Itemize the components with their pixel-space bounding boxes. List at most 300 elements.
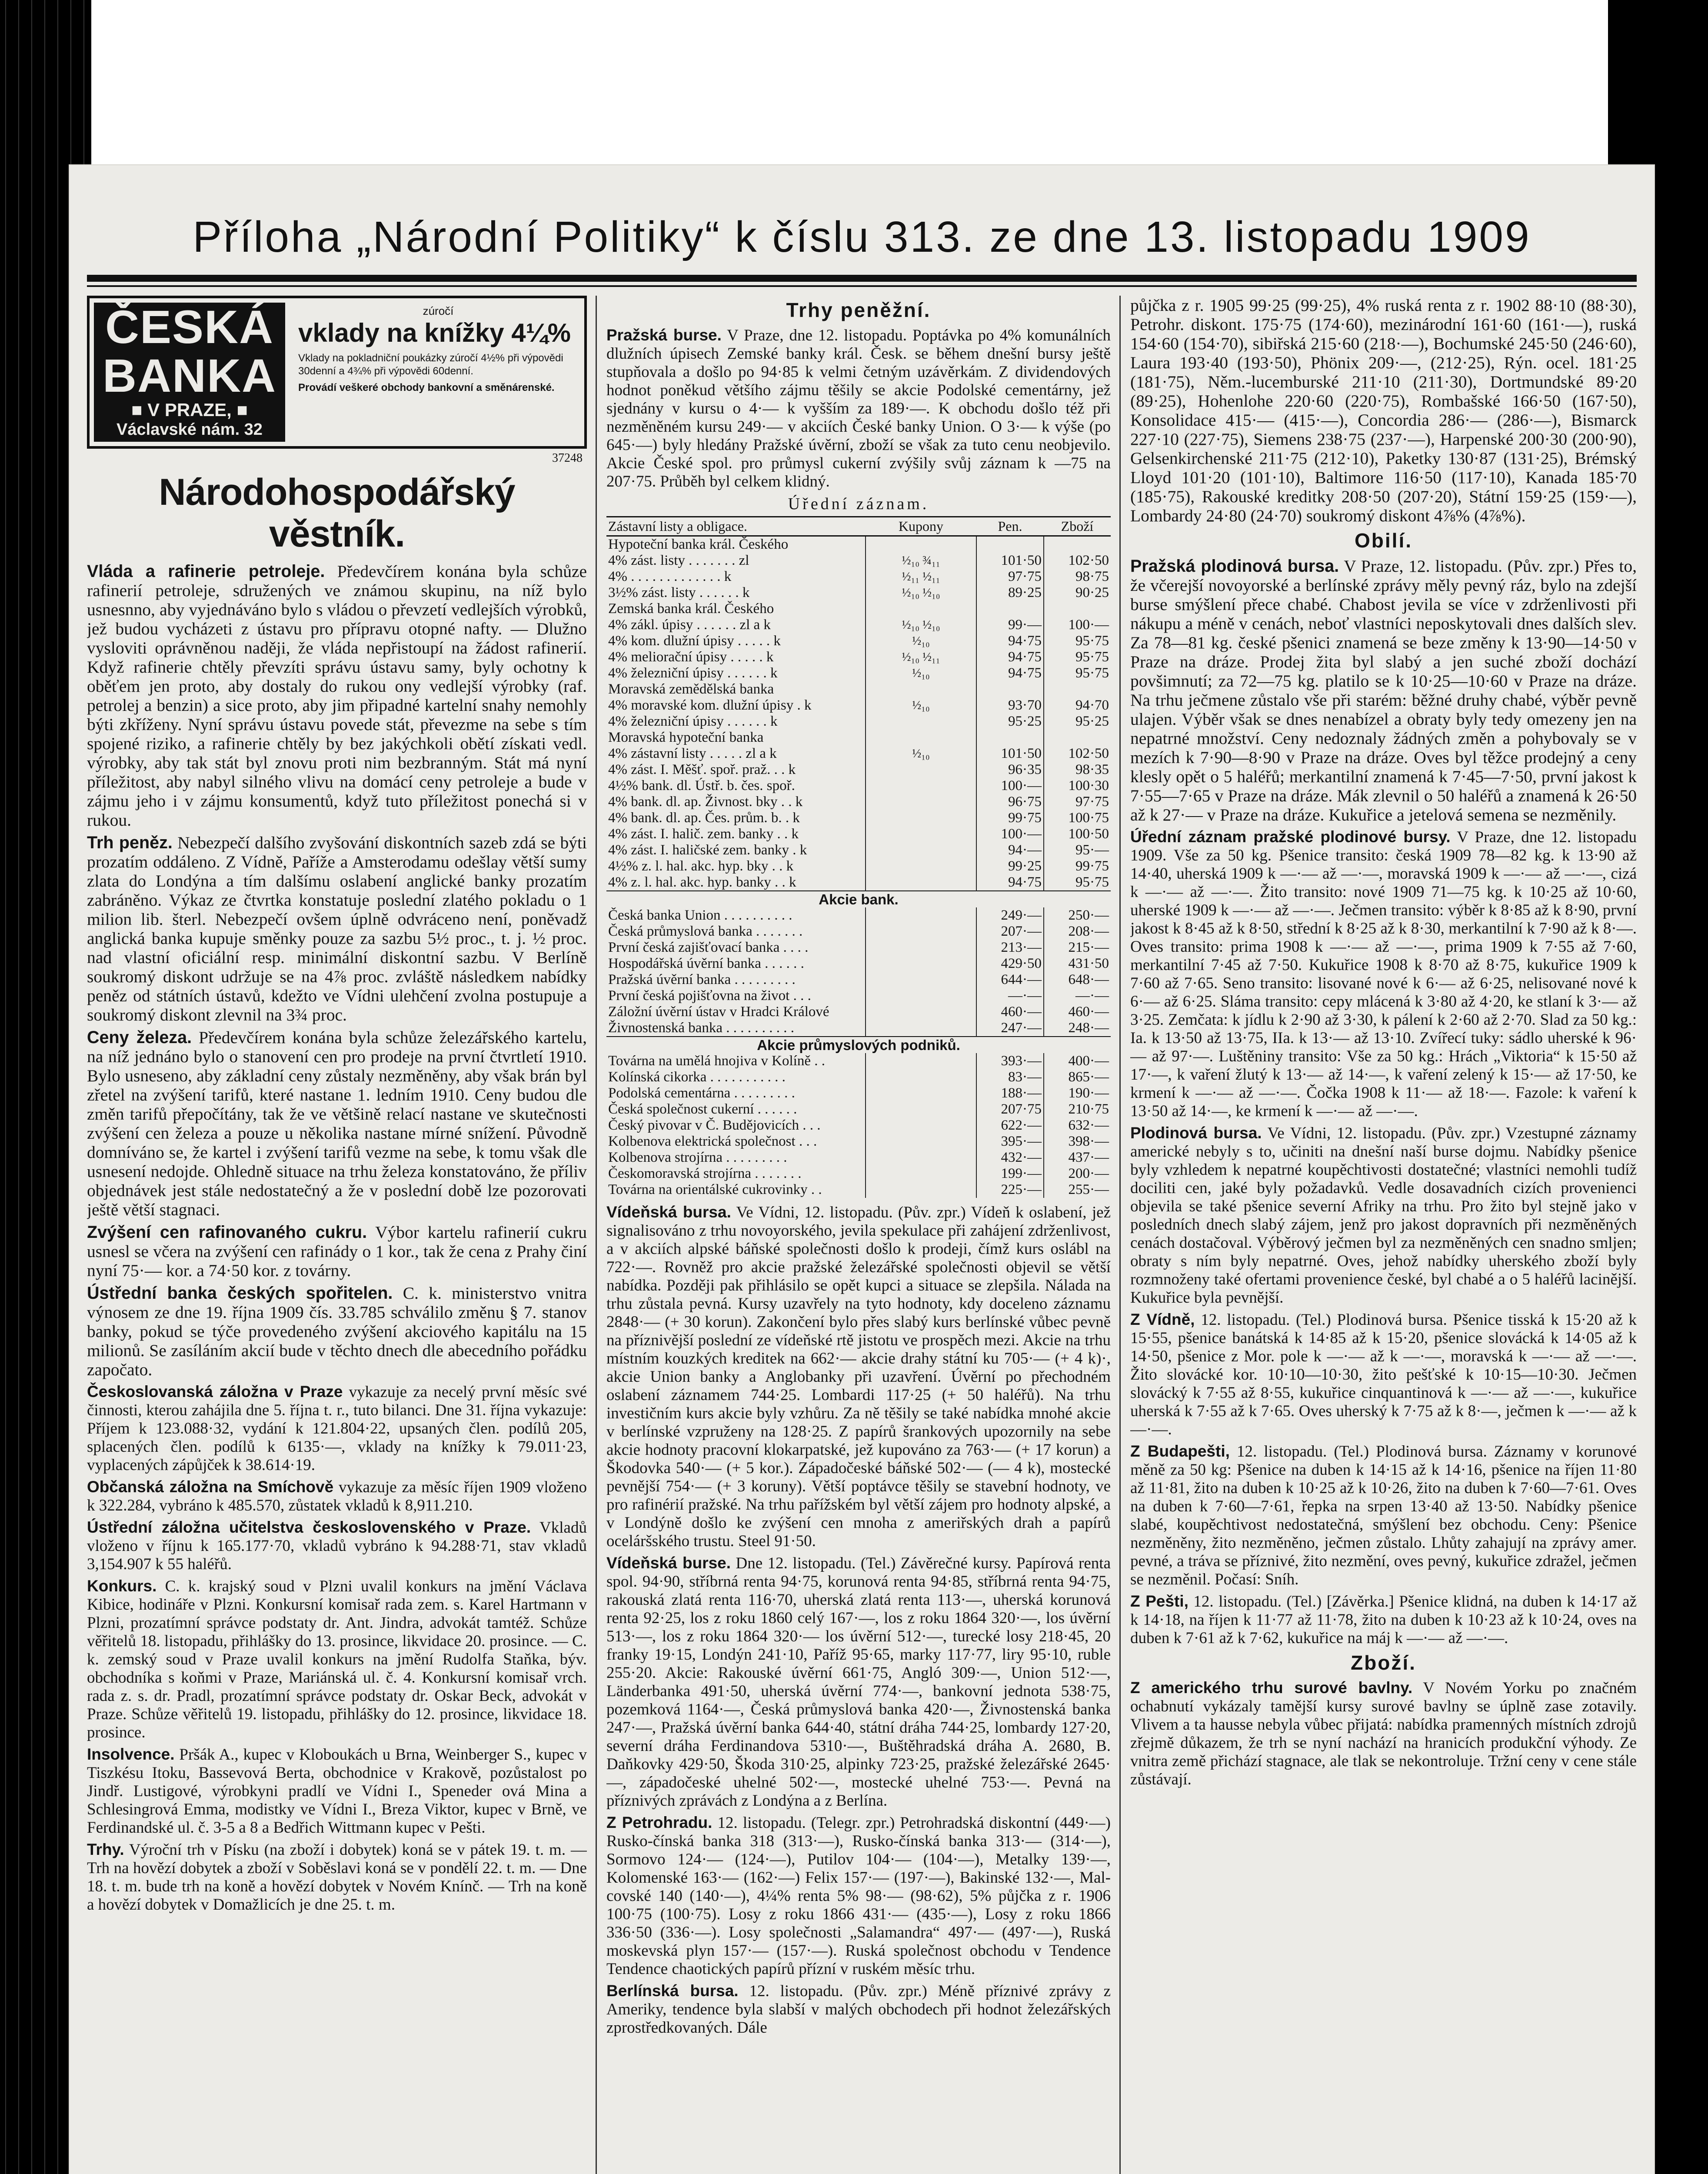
coupon-cell — [866, 794, 976, 810]
table-row — [606, 665, 1111, 681]
page-header — [70, 204, 1654, 270]
article-text: Nebezpečí dalšího zvyšování diskontních sazeb zdá se býti prozatím oddáleno. Z Vídně, Paříže a Amsterodamu odešlay větší sumy zlata do Londýna a tím dalšímu oslabení anglické banky prozatím zabráněno. Výkaz ze čtvrtka konstatuje poslední zlatého pokladu o 1 milion lib. šterl. Nebezpečí ovšem úplně odvráceno není, poněvadž anglická banka kupuje směnky pouze za sazbu 5½ proc., t. j. ½ proc. nad vlastní oficiální resp. minimální diskontní sazbu. V Berlíně soukromý diskont udržuje se na 4⅞ proc. zvláště následkem nabídky peněz od státních ústavů, kdežto ve Vídni ulehčení zvolna postupuje a soukromý diskont zlevnil na 3¾ proc. — [87, 833, 587, 1024]
security-name: Českomoravská strojírna . . . . . . . — [608, 1166, 802, 1181]
coupon-cell — [866, 956, 976, 972]
bid-price: 429·50 — [976, 956, 1044, 972]
ask-price: 95·75 — [1044, 633, 1111, 649]
security-name: 4% zást. listy . . . . . . . zl — [608, 553, 749, 568]
coupon-cell — [866, 601, 976, 617]
article-text: vykazuje za měsíc říjen 1909 vloženo k 322.284, vybráno k 485.570, zůstatek vkladů k 8,911.210. — [87, 1478, 587, 1514]
article-paragraph — [1130, 1124, 1637, 1307]
bid-price: 94·75 — [976, 649, 1044, 665]
coupon-cell: ½₁₀ — [866, 697, 976, 714]
ask-price: 431·50 — [1044, 956, 1111, 972]
security-name: 4% zást. I. Měšť. spoř. praž. . . k — [608, 762, 796, 777]
security-name: Hypoteční banka král. Českého — [608, 537, 789, 552]
table-header: Pen. — [976, 517, 1044, 536]
table-row — [606, 1182, 1111, 1198]
article-paragraph — [1130, 1592, 1637, 1647]
security-name: 4% z. l. hal. akc. hyp. banky . . k — [608, 874, 796, 890]
ask-price: 95·75 — [1044, 874, 1111, 891]
article-run-in-title: Trh peněz. — [87, 833, 173, 852]
coupon-cell — [866, 1134, 976, 1150]
security-name: Česká společnost cukerní . . . . . . — [608, 1101, 797, 1117]
article-group — [606, 326, 1111, 491]
security-name: 4% bank. dl. ap. Živnost. bky . . k — [608, 794, 803, 810]
table-row — [606, 617, 1111, 633]
ask-price: 460·— — [1044, 1004, 1111, 1020]
article-paragraph — [606, 1982, 1111, 2037]
coupon-cell — [866, 874, 976, 891]
article-run-in-title: Berlínská bursa. — [606, 1982, 739, 2000]
bid-price: 460·— — [976, 1004, 1044, 1020]
table-row — [606, 681, 1111, 697]
ask-price: 102·50 — [1044, 746, 1111, 762]
article-run-in-title: Vídeňská burse. — [606, 1554, 731, 1572]
ask-price: 95·25 — [1044, 714, 1111, 730]
ask-price: 100·75 — [1044, 810, 1111, 826]
coupon-cell — [866, 826, 976, 842]
article-paragraph — [1130, 828, 1637, 1120]
section-title: Národohospodářský věstník. — [159, 471, 515, 555]
article-text: V Praze, 12. listopadu. (Pův. zpr.) Přes to, že včerejší novoyorské a berlínské zprávy měly pevný ráz, bylo na zdejší burse smýšlení přece chabé. Chabost jevila se více v zdrženlivosti při nákupu a méně v cenách, neboť vlastníci neposkytovali dnes dalších slev. Za 78—81 kg. české pšenici znamená se beze změny k 13·90—14·50 v Praze na dráze. Prodej žita byl slabý a jen suché zboží dochází povšimnutí; za 72—75 kg. platilo se k 10·25—10·60 v Praze na dráze. Na trhu ječmene zůstalo vše při starém: běžné druhy chabé, výběr pevně ulajen. Výběr však se dnes nenabízel a obraty byly tedy omezeny jen na nepatrné množství. Ceny nedoznaly žádných změn a pohybovaly se v mezích k 7·90—8·90 v Praze na dráze. Oves byl těžce prodejný a ceny klesly opět o 5 haléřů; merkantilní znamená k 7·45—7·50, první jakost k 7·55—7·65 v Praze na dráze. Mák zlevnil o 50 haléřů a znamená k 26·50 až k 27·— v Praze na dráze. Kukuřice a jetelová semena se nezměnily. — [1130, 557, 1637, 824]
article-run-in-title: Zvýšení cen rafinovaného cukru. — [87, 1223, 367, 1242]
article-run-in-title: Pražská burse. — [606, 326, 722, 344]
table-row — [606, 1004, 1111, 1020]
section-title: Obilí. — [1355, 529, 1412, 552]
bid-price: 97·75 — [976, 569, 1044, 585]
article-run-in-title: Trhy. — [87, 1841, 124, 1858]
article-run-in-title: Vídeňská bursa. — [606, 1203, 731, 1221]
article-text: 12. listopadu. (Tel.) Plodinová bursa. Záznamy v korunové měně za 50 kg: Pšenice na duben k 14·15 až k 14·16, pšenice na říjen 11·80 až 11·81, žito na duben k 10·25 až k 10·26, žito na duben k 7·60—7·61. Oves na duben k 7·60—7·61, řepka na srpen 13·40 až 13·50. Nabídky pšenice slabé, koupěchtivost nedostatečná, smýšlení bez obchodu. Ceny: Pšenice nezměněny, žito nezměněno, ječmen zůstalo. Lhůty zahajují na zprávy amer. pevné, a tráva se příznivé, žito nezmění, oves pevný, kukuřice zdražel, ječmen se nezměnil. Počasí: Sníh. — [1130, 1443, 1637, 1588]
bid-price: 94·75 — [976, 633, 1044, 649]
table-row — [606, 569, 1111, 585]
coupon-cell — [866, 762, 976, 778]
coupon-cell — [866, 1101, 976, 1117]
table-row — [606, 810, 1111, 826]
section-title: Zboží. — [1351, 1651, 1416, 1674]
security-name: Pražská úvěrní banka . . . . . . . . . — [608, 972, 796, 987]
article-paragraph — [87, 1383, 587, 1474]
ask-price: 208·— — [1044, 924, 1111, 940]
security-name: 4% železniční úpisy . . . . . . k — [608, 665, 778, 681]
article-group-small — [87, 1383, 587, 1914]
ask-price: 95·75 — [1044, 649, 1111, 665]
bid-price: 94·75 — [976, 665, 1044, 681]
article-text: vykazuje za necelý první měsíc své činnosti, kterou zahájila dne 5. října t. r., tuto bilanci. Dne 31. října vykazuje: Příjem k 123.088·32, vydání k 121.804·22, upsaných člen. podílů 205, splacených člen. podílů k 6135·—, vklady na knížky k 79.011·23, vyplacených zápůjček k 38.614·19. — [87, 1383, 587, 1474]
security-name: Továrna na umělá hnojiva v Kolíně . . — [608, 1053, 825, 1069]
security-name: Kolínská cikorka . . . . . . . . . . . — [608, 1069, 786, 1085]
coupon-cell: ½₁₀ — [866, 665, 976, 681]
bid-price: 432·— — [976, 1150, 1044, 1166]
ask-price — [1044, 536, 1111, 553]
security-name: 4% zást. I. haličské zem. banky . k — [608, 842, 807, 858]
ask-price: 437·— — [1044, 1150, 1111, 1166]
ask-price: 95·75 — [1044, 665, 1111, 681]
article-group — [1130, 1679, 1637, 1789]
coupon-cell — [866, 1166, 976, 1182]
table-row — [606, 826, 1111, 842]
column-separator — [596, 296, 597, 2174]
security-name: 4% železniční úpisy . . . . . . k — [608, 714, 778, 729]
ad-number: 37248 — [552, 451, 583, 465]
table-row — [606, 649, 1111, 665]
table-header: Zástavní listy a obligace. — [606, 517, 866, 536]
bid-price: 207·— — [976, 924, 1044, 940]
bid-price: 93·70 — [976, 697, 1044, 714]
table-row — [606, 746, 1111, 762]
ask-price: 100·30 — [1044, 778, 1111, 794]
table-row — [606, 956, 1111, 972]
security-name: Česká průmyslová banka . . . . . . . — [608, 924, 803, 939]
coupon-cell — [866, 907, 976, 924]
logo-city: ■ V PRAZE, ■ — [131, 400, 248, 420]
bid-price: 101·50 — [976, 553, 1044, 569]
article-run-in-title: Ústřední záložna učitelstva československého v Praze. — [87, 1518, 531, 1536]
bid-price — [976, 536, 1044, 553]
berlin-quotes: půjčka z r. 1905 99·25 (99·25), 4% ruská renta z r. 1902 88·10 (88·30), Petrohr. diskont. 175·75 (174·60), mezinárodní 161·60 (161·—), ruská 154·60 (154·70), sibiřská 215·60 (218·—), Bochumské 245·50 (246·60), Laura 193·40 (193·50), Phönix 209·—, (212·25), Rýn. ocel. 181·25 (181·75), Něm.-lucemburské 211·10 (211·30), Dortmundské 89·20 (89·25), Hohenlohe 220·60 (220·75), Rombašské 166·50 (167·50), Konsolidace 415·— (415·—), Concordia 286·— (286·—), Bismarck 227·10 (227·75), Siemens 238·75 (237·—), Harpenské 200·30 (200·90), Gelsenkirchenské 211·75 (212·10), Paketky 130·87 (131·25), Brémský Lloyd 101·20 (101·10), Baltimore 116·50 (117·10), Kanada 185·70 (185·75), Rakouské kreditky 208·50 (207·20), Státní 159·25 (159·—), Lombardy 24·80 (24·70) soukromý diskont 4⅞% (4⅞%). — [1130, 296, 1637, 525]
newspaper-sheet — [70, 165, 1654, 2174]
bid-price: 622·— — [976, 1117, 1044, 1134]
ask-price: 99·75 — [1044, 858, 1111, 874]
article-paragraph — [606, 1554, 1111, 1810]
table-row — [606, 1150, 1111, 1166]
article-paragraph — [87, 1223, 587, 1280]
article-run-in-title: Úřední záznam pražské plodinové bursy. — [1130, 828, 1451, 846]
header-rule-thin — [87, 285, 1637, 287]
security-name: 4% moravské kom. dlužní úpisy . k — [608, 697, 812, 713]
table-section-heading: Akcie průmyslových podniků. — [606, 1037, 1111, 1053]
coupon-cell — [866, 924, 976, 940]
article-paragraph — [87, 1518, 587, 1574]
coupon-cell: ½₁₀ ½₁₁ — [866, 649, 976, 665]
table-row — [606, 714, 1111, 730]
bid-price — [976, 681, 1044, 697]
bid-price: 99·75 — [976, 810, 1044, 826]
ad-body: Vklady na pokladniční poukázky zúročí 4½% při výpovědi 30denní a 4¾% při výpovědi 60denní. — [298, 352, 563, 377]
article-run-in-title: Z Vídně, — [1130, 1310, 1195, 1328]
bid-price — [976, 601, 1044, 617]
table-row — [606, 858, 1111, 874]
bid-price: 207·75 — [976, 1101, 1044, 1117]
coupon-cell — [866, 842, 976, 858]
article-text: V Praze, dne 12. listopadu. Poptávka po 4% komunálních dlužních úpisech Zemské banky král. Česk. se během dnešní bursy ještě stupňovala a došlo po 94·85 k velmi četným uzávěrkám. Z dividendových hodnot poněkud většího zájmu těšily se akcie Podolské cementárny, jež sjednány v kursu o 4·— k vyšším za 189·—. K obchodu došlo též při nezměněném kursu 249·— v akciích České banky Union. O 3·— k výše (po 645·—) byly hledány Pražské úvěrní, zboží se však za tuto cenu neobjevilo. Akcie České spol. pro průmysl cukerní zvýšily svůj záznam k —75 na 207·75. Průběh byl celkem klidný. — [606, 327, 1111, 490]
coupon-cell — [866, 858, 976, 874]
ask-price: 97·75 — [1044, 794, 1111, 810]
security-name: 4% zást. I. halič. zem. banky . . k — [608, 826, 799, 842]
ad-small-label: zúročí — [423, 304, 454, 317]
article-paragraph — [1130, 1679, 1637, 1789]
article-text: 12. listopadu. (Telegr. zpr.) Petrohradská diskontní (449·—) Rusko-čínská banka 318 (313·—), Rusko-čínská banka 313·— (314·—), Sormovo 124·— (124·—), Putilov 104·— (104·—), Metalky 139·—, Kolomenské 163·— (162·—) Felix 157·— (197·—), Bakinské 132·—, Mal-covské 140 (140·—), 4¼% renta 5% 98·— (98·62), 5% půjčka z r. 1906 100·75 (100·75). Losy z roku 1866 431·— (435·—), Losy z roku 1866 336·50 (336·—). Losy společnosti „Salamandra“ 497·— (497·—), Ruská moskevská plyn 157·— (157·—). Ruská společnost obchodu v Tendence Tendence chaotických papírů přízní v ruském měsíc trhu. — [606, 1814, 1111, 1978]
article-text: V Praze, dne 12. listopadu 1909. Vše za 50 kg. Pšenice transito: česká 1909 78—82 kg. k 13·90 až 14·40, uherská 1909 k —·— až —·—, moravská 1909 k —·— až —·—, cizá k —·— až —·—. Žito transito: nové 1909 71—75 kg. k 10·25 až 10·60, uherské 1909 k —·— až —·—. Ječmen transito: výběr k 8·85 až k 8·90, první jakost k 8·45 až k 8·50, střední k 8·25 až k 8·30, merkantilní k 7·90 až k 8·—. Oves transito: prima 1908 k —·— až —·—, prima 1909 k 7·55 až 7·60, merkantilní 7·45 až 7·50. Kukuřice 1908 k 8·70 až 8·75, kukuřice 1909 k 7·60 až 7·65. Seno transito: lisované nové k 6·— až 6·25, nelisované nové k 6·— až 6·25. Sláma transito: cepy mlácená k 3·80 až 4·20, ke stlaní k 3·— až 3·25. Zemčata: k jídlu k 2·90 až 3·30, k pálení k 2·60 až 2·70. Slad za 50 kg.: Ia. k 13·50 až 13·75, IIa. k 13·— až 13·10. Zvířecí tuky: sádlo uherské k 96·— až 97·—. Luštěniny transito: Vše za 50 kg.: Hrách „Viktoria“ k 15·50 až 17·—, k vaření žlutý k 13·— až 14·—, k vaření zelený k 15·— až 17·50, ke krmení k —·— až —·—. Čočka 1908 k 11·— až 18·—. Fazole: k vaření k 13·50 až 14·—, ke krmení k —·— až —·—. — [1130, 828, 1637, 1120]
article-group — [606, 1203, 1111, 2037]
bid-price: 395·— — [976, 1134, 1044, 1150]
article-group — [1130, 557, 1637, 824]
coupon-cell — [866, 988, 976, 1004]
article-paragraph — [606, 326, 1111, 491]
ask-price: 100·50 — [1044, 826, 1111, 842]
ask-price: 100·— — [1044, 617, 1111, 633]
coupon-cell: ½₁₁ ½₁₁ — [866, 569, 976, 585]
ask-price: 98·75 — [1044, 569, 1111, 585]
bid-price: 393·— — [976, 1053, 1044, 1069]
table-row — [606, 730, 1111, 746]
article-paragraph — [87, 1478, 587, 1515]
bid-price: 225·— — [976, 1182, 1044, 1198]
bid-price: 644·— — [976, 972, 1044, 988]
table-row — [606, 874, 1111, 891]
table-row — [606, 536, 1111, 553]
article-run-in-title: Z amerického trhu surové bavlny. — [1130, 1679, 1413, 1697]
table-row — [606, 1166, 1111, 1182]
table-row — [606, 697, 1111, 714]
ask-price: 865·— — [1044, 1069, 1111, 1085]
bank-logo — [94, 300, 285, 442]
ask-price: 102·50 — [1044, 553, 1111, 569]
article-paragraph — [87, 1028, 587, 1219]
article-run-in-title: Ceny železa. — [87, 1028, 192, 1047]
coupon-cell — [866, 1053, 976, 1069]
bid-price: 188·— — [976, 1085, 1044, 1101]
bid-price: 96·75 — [976, 794, 1044, 810]
security-name: 4% bank. dl. ap. Čes. prům. b. . k — [608, 810, 800, 826]
bid-price: 83·— — [976, 1069, 1044, 1085]
article-paragraph — [87, 1284, 587, 1379]
article-paragraph — [87, 562, 587, 830]
security-name: 4% meliorační úpisy . . . . . k — [608, 649, 774, 665]
article-paragraph — [1130, 557, 1637, 824]
article-run-in-title: Z Budapešti, — [1130, 1442, 1230, 1460]
article-run-in-title: Českoslovanská záložna v Praze — [87, 1383, 343, 1400]
article-paragraph — [87, 1745, 587, 1837]
bid-price: 247·— — [976, 1020, 1044, 1037]
article-group — [1130, 828, 1637, 1647]
article-paragraph — [87, 833, 587, 1024]
table-row — [606, 585, 1111, 601]
security-name: 4% kom. dlužní úpisy . . . . . k — [608, 633, 781, 649]
column-money-markets — [606, 296, 1111, 2174]
table-row — [606, 762, 1111, 778]
security-name: Podolská cementárna . . . . . . . . . — [608, 1085, 795, 1101]
table-row — [606, 601, 1111, 617]
coupon-cell — [866, 714, 976, 730]
security-name: 4½% bank. dl. Ústř. b. čes. spoř. — [608, 778, 795, 794]
ask-price: 200·— — [1044, 1166, 1111, 1182]
security-name: Česká banka Union . . . . . . . . . . — [608, 907, 792, 923]
bid-price: 249·— — [976, 907, 1044, 924]
table-row — [606, 794, 1111, 810]
table-header: Zboží — [1044, 517, 1111, 536]
article-run-in-title: Občanská záložna na Smíchově — [87, 1478, 334, 1496]
coupon-cell — [866, 730, 976, 746]
logo-line: BANKA — [103, 349, 276, 402]
coupon-cell — [866, 536, 976, 553]
bid-price: 94·75 — [976, 874, 1044, 891]
coupon-cell — [866, 1020, 976, 1037]
column-separator — [1119, 296, 1121, 2174]
coupon-cell — [866, 1085, 976, 1101]
bid-price: —·— — [976, 988, 1044, 1004]
security-name: Továrna na orientálské cukrovinky . . — [608, 1182, 822, 1197]
article-paragraph — [1130, 1442, 1637, 1589]
article-run-in-title: Ústřední banka českých spořitelen. — [87, 1284, 393, 1303]
page-title: Příloha „Národní Politiky“ k číslu 313. ze dne 13. listopadu 1909 — [193, 213, 1531, 261]
article-paragraph — [1130, 1310, 1637, 1439]
bid-price: 95·25 — [976, 714, 1044, 730]
header-rule — [87, 275, 1637, 282]
article-text: 12. listopadu. (Tel.) [Závěrka.] Pšenice klidná, na duben k 14·17 až k 14·18, na říjen k 11·77 až 11·78, žito na duben k 10·23 až k 10·24, oves na duben k 7·61 až k 7·62, kukuřice na máj k —·— až —·—. — [1130, 1593, 1637, 1647]
ad-headline: vklady na knížky 4¼% — [298, 318, 571, 347]
security-name: 4% . . . . . . . . . . . . . k — [608, 569, 732, 584]
ask-price: 98·35 — [1044, 762, 1111, 778]
ask-price: 94·70 — [1044, 697, 1111, 714]
ask-price: 255·— — [1044, 1182, 1111, 1198]
ask-price: 250·— — [1044, 907, 1111, 924]
article-text: Předevčírem konána byla schůze rafinerií petroleje, sdružených ve známou skupinu, na níž bylo usnesnno, aby vyjednáváno bylo s vládou o převzetí vedlejších výrobků, jež budou vycházeti z ústavu pro přípravu otopné nafty. — Dlužno vysloviti oprávněnou naději, že vláda nepřistoupí na žádost rafinerií. Když rafinerie chtěly převzíti správu ústavu samy, byly ochotny k oběťem jen proto, aby dostaly do rukou ony vedlejší výrobky (raf. petrolej a benzin) a sice proto, aby jim připadné kartelní snahy nemohly býti zkříženy. Nyní správu ústavu povede stát, převezme na sebe s tím spojené riziko, a rafinerie chtěly by bez jakýchkoli obětí získati vedl. výrobky, aby tak stát byl znovu proti nim bezbranným. Stát má nyní příležitost, aby nabyl silného vlivu na domácí ceny petroleje a bude v zájmu jeho i v zájmu konsumentů, když tuto příležitost ponechá si v rukou. — [87, 562, 587, 830]
table-row — [606, 988, 1111, 1004]
ask-price: —·— — [1044, 988, 1111, 1004]
article-run-in-title: Konkurs. — [87, 1577, 157, 1595]
bid-price: 96·35 — [976, 762, 1044, 778]
table-row — [606, 907, 1111, 924]
article-text: Ve Vídni, 12. listopadu. (Pův. zpr.) Vídeň k oslabení, jež signalisováno z trhu novoyorského, jevila spekulace při zahájení zdrženlivost, a v akciích alpské báňské společnosti došlo k prodeji, čímž kurs oslábl na 722·—. Rovněž pro akcie pražské železářské společnosti objevil se větší nabídka. Později pak přihlásilo se opět kupci a situace se zlepšila. Nálada na trhu zůstala pevná. Kursy uzavřely na tyto hodnoty, kdy doceleno záznamu 2848·— (+ 30 korun). Zakončení bylo přes slabý kurs berlínské vůbec pevně na příznivější poslední ze vídeňské rtě jistotu ve prospěch mezi. Akcie na trhu místním kouzkých kreditek na 662·— akcie drahy státní ku 705·— (+ 4 k)·, akcie Union banky a Anglobanky při uzavření. Úvěrní po přechodném oslabení záznamem 744·25. Lombardi 117·25 (+ 50 haléřů). Na trhu investičním kurs akcie byly vzhůru. Za ně těšily se také nabídka mnohé akcie v berlínské vzpruženy na 128·25. Z papírů šrankových upozornily na sebe akcie hodnoty pracovní klokarpatské, jež kupováno za 763·— (+ 17 korun) a Škodovka 540·— (+ 5 kor.). Západočeské báňské 502·— (— 4 k), mostecké pevnější 754·— (+ 3 koruny). Větší poptávce těšily se stavební hodnoty, ve pro rafinérií pražské. Na trhu pařížském byl větší zájem pro hodnoty alpské, a v Londýně došlo ke zvýšení cen mnoha z ameriřských drah a papírů oceláršského trustu. Steel 91·50. — [606, 1204, 1111, 1550]
coupon-cell — [866, 1182, 976, 1198]
coupon-cell — [866, 940, 976, 956]
section-title: Trhy peněžní. — [786, 299, 931, 321]
table-row — [606, 1117, 1111, 1134]
article-text: C. k. ministerstvo vnitra výnosem ze dne 19. října 1909 čís. 33.785 schválilo změnu § 7. stanov banky, pokud se týče provedeného zvýšení akciového kapitálu na 15 milionů. Se zasíláním akcií bude v těchto dnech dle abecedního pořádku započato. — [87, 1284, 587, 1379]
coupon-cell: ½₁₀ ½₁₀ — [866, 617, 976, 633]
security-name: Živnostenská banka . . . . . . . . . . — [608, 1020, 795, 1036]
security-name: Moravská zemědělská banka — [608, 681, 774, 697]
bid-price: 99·25 — [976, 858, 1044, 874]
article-run-in-title: Vláda a rafinerie petroleje. — [87, 562, 325, 581]
bid-price: 100·— — [976, 778, 1044, 794]
coupon-cell: ½₁₀ — [866, 746, 976, 762]
coupon-cell — [866, 1069, 976, 1085]
coupon-cell — [866, 1117, 976, 1134]
table-row — [606, 778, 1111, 794]
table-header: Kupony — [866, 517, 976, 536]
bid-price — [976, 730, 1044, 746]
bid-price: 94·— — [976, 842, 1044, 858]
ask-price: 648·— — [1044, 972, 1111, 988]
article-text: Pršák A., kupec v Kloboukách u Brna, Weinberger S., kupec v Tiszkésu Itoku, Bassevová Berta, obchodnice v Krakově, pozůstalost po Jindř. Lustigové, výrobkyni pradlí ve Vídni I., Speneder ová Mina a Schlesingrová Emma, modistky ve Vídni I., Breza Viktor, kupec v Brně, ve Ferdinandské ul. č. 3-5 a 8 a Bedřich Wittmann kupec v Pešti. — [87, 1746, 587, 1837]
coupon-cell: ½₁₀ ½₁₀ — [866, 585, 976, 601]
bid-price: 101·50 — [976, 746, 1044, 762]
article-text: 12. listopadu. (Tel.) Plodinová bursa. Pšenice tisská k 15·20 až k 15·55, pšenice banátská k 14·85 až k 15·20, pšenice slovácká k 14·05 až k 14·50, pšenice z Mor. pole k —·— až k —·—, moravská k —·— až —·—. Žito slovácké kor. 10·10—10·30, žito pešťské k 10·15—10·30. Ječmen slovácký k 7·55 až 8·55, kukuřice cinquantinová k —·— až —·—, kukuřice uherská k 7·55 až k 7·65. Oves uherský k 7·75 až k 8·—, ječmen k —·— až k —·—. — [1130, 1311, 1637, 1438]
article-text: C. k. krajský soud v Plzni uvalil konkurs na jmění Václava Kibice, hodináře v Plzni. Konkursní komisař rada zem. s. Karel Hartmann v Plzni, prozatímní správce podstaty dr. Ant. Jindra, advokát tamtéž. Schůze věřitelů 18. listopadu, přihlášky do 13. prosince, likvidace 20. prosince. — C. k. zemský soud v Praze uvalil konkurs na jmění Rudolfa Staňka, býv. obchodníka s koňmi v Praze, Mariánská ul. č. 4. Konkursní komisař vrch. rada z. s. dr. Pradl, prozatímní správce podstaty dr. Oskar Beck, advokát v Praze. Schůze věřitelů 19. listopadu, přihlášky do 12. prosince, likvidace 18. prosince. — [87, 1577, 587, 1741]
article-run-in-title: Insolvence. — [87, 1745, 175, 1763]
ask-price: 95·— — [1044, 842, 1111, 858]
coupon-cell — [866, 1004, 976, 1020]
ad-footer: Provádí veškeré obchody bankovní a směnárenské. — [298, 382, 555, 393]
ask-price: 210·75 — [1044, 1101, 1111, 1117]
bank-advertisement — [87, 296, 587, 465]
article-paragraph — [606, 1203, 1111, 1550]
security-name: 4½% z. l. hal. akc. hyp. bky . . k — [608, 858, 794, 874]
coupon-cell — [866, 972, 976, 988]
article-paragraph — [606, 1814, 1111, 1978]
security-name: Kolbenova elektrická společnost . . . — [608, 1134, 817, 1149]
coupon-cell: ½₁₀ ¾₁₁ — [866, 553, 976, 569]
table-row — [606, 1101, 1111, 1117]
article-paragraph — [87, 1577, 587, 1742]
security-name: 4% zástavní listy . . . . . zl a k — [608, 746, 777, 761]
article-paragraph — [87, 1841, 587, 1914]
article-group — [87, 562, 587, 1379]
table-row — [606, 1020, 1111, 1037]
security-name: Český pivovar v Č. Budějovicích . . . — [608, 1117, 821, 1133]
logo-line: ČESKÁ — [105, 300, 274, 353]
table-row — [606, 553, 1111, 569]
article-text: Ve Vídni, 12. listopadu. (Pův. zpr.) Vzestupné záznamy americké nebyly s to, učiniti na dnešní naší burse dojmu. Nabídky pšenice byly vzhledem k nepatrné koupěchtivosti dostatečné; vlastníci nemohli tudíž dociliti cen, jaké byly požadavků. Vedle dosavadních cizích provenienci objevila se také pšenice severní Afriky na trhu. Pro žito byl stejně jako v posledních dnech slabý zájem, jenž pro jakost dopravních při nezměněných cenách dostačoval. Výběrový ječmen byl za nezměněných cen snadno smljen; obraty s ním byly nepatrné. Oves, jehož nabídky uherského zboží byly rozmnoženy také ofertami provenience české, byl chabé a o 5 haléřů lacinější. Kukuřice byla pevnější. — [1130, 1124, 1637, 1307]
ask-price — [1044, 730, 1111, 746]
coupon-cell — [866, 778, 976, 794]
quotations-table — [606, 516, 1111, 1198]
coupon-cell: ½₁₀ — [866, 633, 976, 649]
column-economy — [87, 296, 587, 2174]
table-row — [606, 972, 1111, 988]
table-row — [606, 1069, 1111, 1085]
article-text: Dne 12. listopadu. (Tel.) Závěrečné kursy. Papírová renta spol. 94·90, stříbrná renta 94·75, korunová renta 94·85, stříbrná renta 94·75, rakouská zlatá renta 116·70, uherská zlatá renta 113·—, uherská korunová renta 92·25, los z roku 1860 celý 167·—, los z roku 1864 320·—, los úvěrní 513·—, los z roku 1864 320·— los úvěrní 512·—, turecké losy 218·45, 20 franky 19·15, Londýn 241·10, Paříž 95·65, marky 117·77, liry 95·10, ruble 255·20. Akcie: Rakouské úvěrní 661·75, Angló 309·—, Union 512·—, Länderbanka 491·50, uherská úvěrní 774·—, bankovní jednota 538·75, pozemková 1164·—, Česká průmyslová banka 420·—, Živnostenská banka 247·—, Pražská úvěrní banka 644·40, státní dráha 744·25, lombardy 127·20, severní dráha Ferdinandova 5310·—, Buštěhradská dráha A. 2680, B. Daňkovky 429·50, Škoda 310·25, alpinky 723·25, pražské železářské 2645·—, západočeské uhelné 502·—, mostecké uhelné 753·—. Pevná na příznivých zprávách z Londýna a z Berlína. — [606, 1554, 1111, 1810]
article-text: Výbor kartelu rafinerií cukru usnesl se včera na zvýšení cen rafinády o 1 kor., tak že cena z Prahy činí nyní 75·— kor. a 74·50 kor. z továrny. — [87, 1223, 587, 1280]
security-name: Zemská banka král. Českého — [608, 601, 774, 617]
ask-price: 248·— — [1044, 1020, 1111, 1037]
article-text: V Novém Yorku po značném ochabnutí vykázaly tamější kursy surové bavlny se úplně zase zotavily. Vlivem a ta hausse nebyla vůbec přijatá: nabídka pramenných místních zdrojů zřejmě důkazem, že trh se nyní nachází na hranicích produkční výhody. Ze vnitra země přichází stagnace, ale tlak se nekontroluje. Tržní ceny v cene stále zůstávají. — [1130, 1679, 1637, 1788]
table-row — [606, 842, 1111, 858]
bid-price: 213·— — [976, 940, 1044, 956]
table-row — [606, 1053, 1111, 1069]
security-name: Záložní úvěrní ústav v Hradci Králové — [608, 1004, 829, 1020]
logo-address: Václavské nám. 32 — [117, 420, 263, 439]
article-run-in-title: Z Petrohradu. — [606, 1814, 712, 1831]
ask-price: 90·25 — [1044, 585, 1111, 601]
article-text: 12. listopadu. (Pův. zpr.) Méně příznivé zprávy z Ameriky, tendence byla slabší v malých obchodech při hodnot železářských zprostředkovaných. Dále — [606, 1982, 1111, 2037]
article-run-in-title: Pražská plodinová bursa. — [1130, 557, 1339, 576]
table-row — [606, 1134, 1111, 1150]
coupon-cell — [866, 810, 976, 826]
security-name: 4% zákl. úpisy . . . . . . zl a k — [608, 617, 771, 633]
ad-text-block — [298, 304, 578, 394]
ask-price: 398·— — [1044, 1134, 1111, 1150]
table-row — [606, 924, 1111, 940]
ask-price: 400·— — [1044, 1053, 1111, 1069]
ask-price: 190·— — [1044, 1085, 1111, 1101]
ask-price — [1044, 601, 1111, 617]
ask-price — [1044, 681, 1111, 697]
table-row — [606, 633, 1111, 649]
bid-price: 100·— — [976, 826, 1044, 842]
column-commodities — [1130, 296, 1637, 2174]
article-run-in-title: Z Pešti, — [1130, 1592, 1189, 1610]
coupon-cell — [866, 1150, 976, 1166]
ask-price: 632·— — [1044, 1117, 1111, 1134]
coupon-cell — [866, 681, 976, 697]
security-name: 3½% zást. listy . . . . . . k — [608, 585, 750, 600]
ask-price: 215·— — [1044, 940, 1111, 956]
security-name: Moravská hypoteční banka — [608, 730, 764, 745]
article-text: Výroční trh v Písku (na zboží i dobytek) koná se v pátek 19. t. m. — Trh na hovězí dobytek a zboží v Soběslavi koná se v pondělí 22. t. m. — Dne 18. t. m. bude trh na koně a hovězí dobytek v Novém Knínč. — Trh na koně a hovězí dobytek v Domažlicích je dne 25. t. m. — [87, 1841, 587, 1914]
table-section-heading: Akcie bank. — [606, 891, 1111, 907]
security-name: Hospodářská úvěrní banka . . . . . . — [608, 956, 804, 971]
security-name: Kolbenova strojírna . . . . . . . . . — [608, 1150, 787, 1165]
bid-price: 89·25 — [976, 585, 1044, 601]
table-row — [606, 940, 1111, 956]
security-name: První česká pojišťovna na život . . . — [608, 988, 811, 1004]
table-row — [606, 1085, 1111, 1101]
bid-price: 99·— — [976, 617, 1044, 633]
